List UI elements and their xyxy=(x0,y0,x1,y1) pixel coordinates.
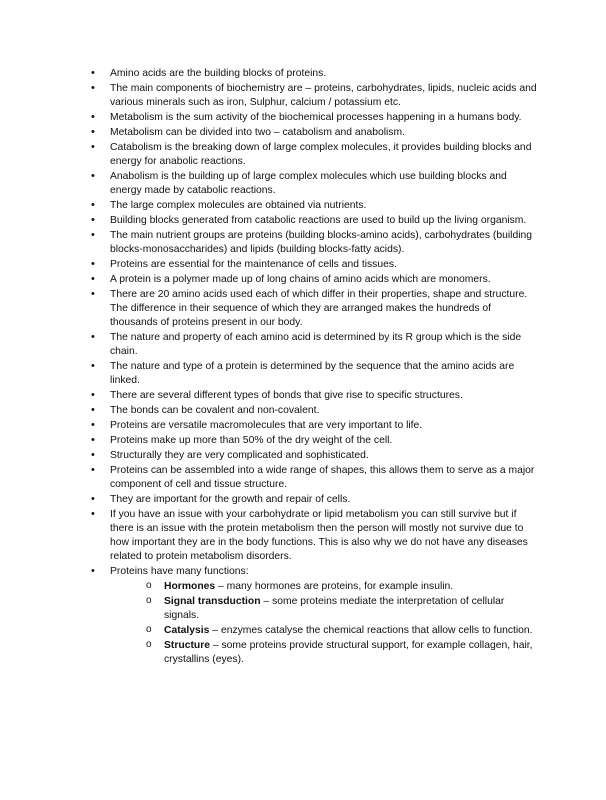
bullet-item: • Catabolism is the breaking down of large complex molecules, it provides building blocks and energy for anabolic reactions. xyxy=(90,141,540,169)
function-term: Hormones xyxy=(164,580,216,592)
function-term: Catalysis xyxy=(164,624,210,636)
bullet-item: • Metabolism can be divided into two – catabolism and anabolism. xyxy=(90,126,540,140)
bullet-item: • Building blocks generated from catabolic reactions are used to build up the living organism. xyxy=(90,214,540,228)
function-item xyxy=(146,580,540,594)
function-term: Structure xyxy=(164,639,210,651)
bullet-item: • The main components of biochemistry are – proteins, carbohydrates, lipids, nucleic acids and various minerals such as iron, Sulphur, calcium / potassium etc. xyxy=(90,82,540,110)
bullet-item-functions xyxy=(90,565,540,667)
bullet-item: • The nature and property of each amino acid is determined by its R group which is the side chain. xyxy=(90,331,540,359)
function-text: – some proteins mediate the interpretation of cellular signals. xyxy=(164,595,505,621)
bullet-item: • Structurally they are very complicated and sophisticated. xyxy=(90,449,540,463)
function-text: – enzymes catalyse the chemical reactions that allow cells to function. xyxy=(209,624,533,636)
functions-sublist xyxy=(110,580,540,667)
bullet-item: • Anabolism is the building up of large complex molecules which use building blocks and energy made by catabolic reactions. xyxy=(90,170,540,198)
bullet-item: • There are 20 amino acids used each of which differ in their properties, shape and structure. The difference in their sequence of which they are arranged makes the hundreds of thousands of proteins present in our body. xyxy=(90,288,540,330)
function-text: – some proteins provide structural support, for example collagen, hair, crystallins (eyes). xyxy=(164,639,533,665)
bullet-item: • Proteins are essential for the maintenance of cells and tissues. xyxy=(90,258,540,272)
functions-intro: Proteins have many functions: xyxy=(110,565,249,577)
bullet-item: • They are important for the growth and repair of cells. xyxy=(90,493,540,507)
bullet-item: • Metabolism is the sum activity of the biochemical processes happening in a humans body. xyxy=(90,111,540,125)
bullet-item: • If you have an issue with your carbohydrate or lipid metabolism you can still survive but if there is an issue with the protein metabolism then the person will mostly not survive due to how important they are in the body functions. This is also why we do not have any diseases related to protein metabolism disorders. xyxy=(90,508,540,564)
bullet-item: • A protein is a polymer made up of long chains of amino acids which are monomers. xyxy=(90,273,540,287)
function-item xyxy=(146,624,540,638)
bullet-item: • Proteins make up more than 50% of the dry weight of the cell. xyxy=(90,434,540,448)
function-item xyxy=(146,595,540,623)
bullet-item: • The main nutrient groups are proteins (building blocks-amino acids), carbohydrates (building blocks-monosaccharides) and lipids (building blocks-fatty acids). xyxy=(90,229,540,257)
bullet-item: • The bonds can be covalent and non-covalent. xyxy=(90,404,540,418)
bullet-item: • There are several different types of bonds that give rise to specific structures. xyxy=(90,389,540,403)
bullet-item: • The nature and type of a protein is determined by the sequence that the amino acids are linked. xyxy=(90,360,540,388)
page-content xyxy=(90,67,540,668)
bullet-item: • The large complex molecules are obtained via nutrients. xyxy=(90,199,540,213)
bullet-list xyxy=(90,67,540,667)
bullet-item: • Proteins can be assembled into a wide range of shapes, this allows them to serve as a major component of cell and tissue structure. xyxy=(90,464,540,492)
function-text: – many hormones are proteins, for example insulin. xyxy=(215,580,454,592)
function-item xyxy=(146,639,540,667)
bullet-item: • Proteins are versatile macromolecules that are very important to life. xyxy=(90,419,540,433)
bullet-item: • Amino acids are the building blocks of proteins. xyxy=(90,67,540,81)
function-term: Signal transduction xyxy=(164,595,261,607)
